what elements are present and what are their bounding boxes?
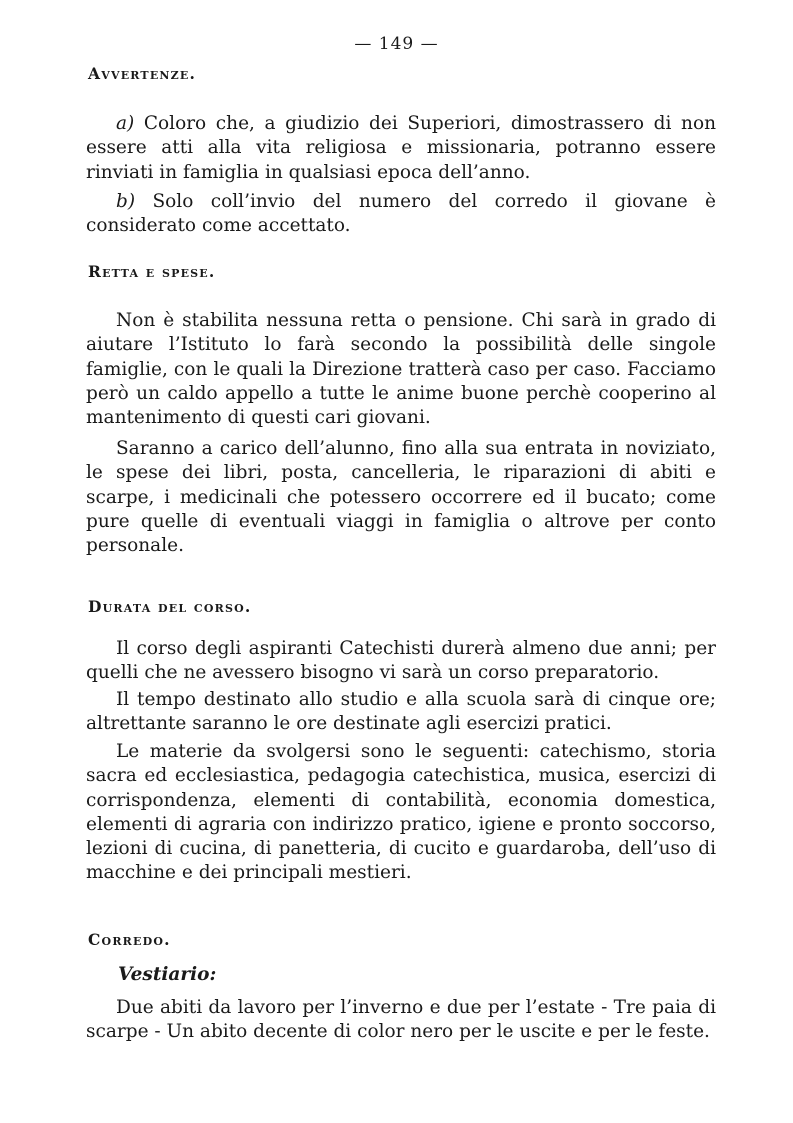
item-b-text: Solo coll’invio del numero del corredo il giovane è considerato come accettato. — [86, 191, 716, 237]
heading-avvertenze: Avvertenze. — [88, 64, 197, 83]
item-b-letter: b) — [116, 191, 136, 212]
retta-paragraph-1: Non è stabilita nessuna retta o pensione. Chi sarà in grado di aiutare l’Istituto lo farà secondo la possibilità delle singole famiglie, con le quali la Direzione tratterà caso per caso. Facciamo però un caldo appello a tutte le anime buone perchè cooperino al mantenimento di questi cari giovani. — [86, 310, 716, 429]
corredo-paragraph-1: Due abiti da lavoro per l’inverno e due per l’estate - Tre paia di scarpe - Un abito decente di color nero per le uscite e per le feste. — [86, 997, 716, 1043]
durata-paragraph-3: Le materie da svolgersi sono le seguenti: catechismo, storia sacra ed ecclesiastica, pedagogia catechistica, musica, esercizi di corrispondenza, elementi di contabilità, economia domestica, elementi di agraria con indirizzo pratico, igiene e pronto soccorso, lezioni di cucina, di panetteria, di cucito e guardaroba, dell’uso di macchine e dei principali mestieri. — [86, 741, 716, 884]
item-a-letter: a) — [116, 113, 135, 134]
subheading-vestiario: Vestiario: — [118, 964, 217, 985]
heading-corredo: Corredo. — [88, 930, 171, 949]
page-number: — 149 — — [354, 34, 439, 54]
avvertenze-item-a — [86, 112, 716, 185]
heading-retta-e-spese: Retta e spese. — [88, 262, 216, 281]
avvertenze-item-b — [86, 190, 716, 239]
item-a-text: Coloro che, a giudizio dei Superiori, dimostrassero di non essere atti alla vita religiosa e missionaria, potranno essere rinviati in famiglia in qualsiasi epoca dell’anno. — [86, 113, 716, 183]
retta-paragraph-2: Saranno a carico dell’alunno, fino alla sua entrata in noviziato, le spese dei libri, posta, cancelleria, le riparazioni di abiti e scarpe, i medicinali che potessero occorrere ed il bucato; come pure quelle di eventuali viaggi in famiglia o altrove per conto personale. — [86, 438, 716, 557]
durata-paragraph-1: Il corso degli aspiranti Catechisti durerà almeno due anni; per quelli che ne avessero bisogno vi sarà un corso preparatorio. — [86, 638, 716, 684]
durata-paragraph-2: Il tempo destinato allo studio e alla scuola sarà di cinque ore; altrettante saranno le ore destinate agli esercizi pratici. — [86, 689, 716, 735]
heading-durata-del-corso: Durata del corso. — [88, 597, 252, 616]
